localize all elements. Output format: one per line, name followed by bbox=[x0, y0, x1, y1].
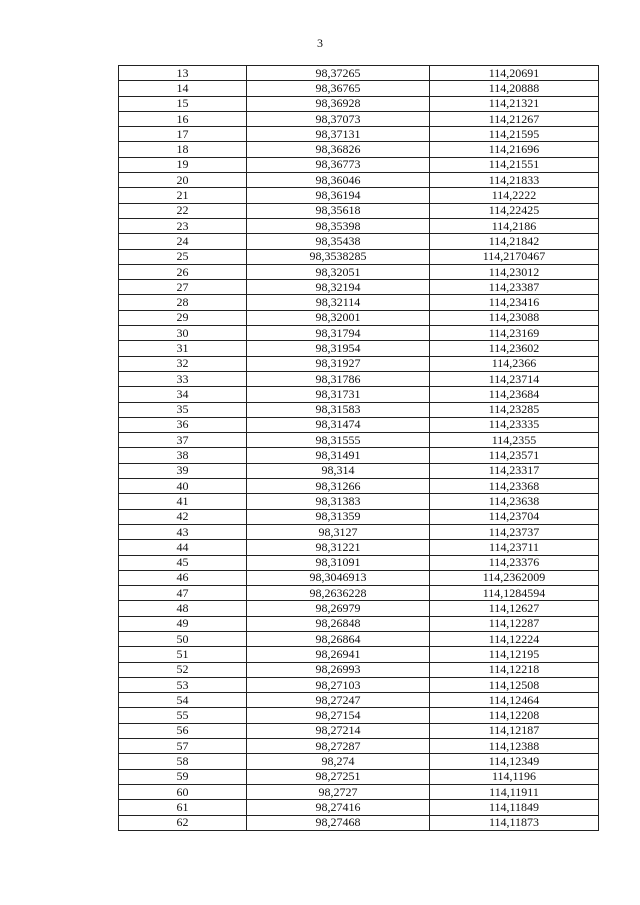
point-number-cell: 41 bbox=[119, 494, 247, 509]
y-coordinate-cell: 114,20691 bbox=[430, 66, 599, 81]
table-row bbox=[119, 402, 599, 417]
y-coordinate-cell: 114,2222 bbox=[430, 188, 599, 203]
table-row bbox=[119, 524, 599, 539]
x-coordinate-cell: 98,36928 bbox=[247, 96, 430, 111]
point-number-cell: 21 bbox=[119, 188, 247, 203]
y-coordinate-cell: 114,2186 bbox=[430, 218, 599, 233]
table-row bbox=[119, 417, 599, 432]
y-coordinate-cell: 114,12287 bbox=[430, 616, 599, 631]
point-number-cell: 16 bbox=[119, 111, 247, 126]
point-number-cell: 14 bbox=[119, 81, 247, 96]
x-coordinate-cell: 98,31786 bbox=[247, 371, 430, 386]
y-coordinate-cell: 114,21551 bbox=[430, 157, 599, 172]
y-coordinate-cell: 114,23571 bbox=[430, 448, 599, 463]
x-coordinate-cell: 98,2636228 bbox=[247, 586, 430, 601]
point-number-cell: 49 bbox=[119, 616, 247, 631]
point-number-cell: 38 bbox=[119, 448, 247, 463]
point-number-cell: 35 bbox=[119, 402, 247, 417]
point-number-cell: 33 bbox=[119, 371, 247, 386]
x-coordinate-cell: 98,27154 bbox=[247, 708, 430, 723]
y-coordinate-cell: 114,23416 bbox=[430, 295, 599, 310]
table-row bbox=[119, 310, 599, 325]
point-number-cell: 44 bbox=[119, 540, 247, 555]
x-coordinate-cell: 98,31794 bbox=[247, 326, 430, 341]
table-row bbox=[119, 616, 599, 631]
point-number-cell: 24 bbox=[119, 234, 247, 249]
table-row bbox=[119, 693, 599, 708]
table-row bbox=[119, 708, 599, 723]
table-row bbox=[119, 157, 599, 172]
point-number-cell: 37 bbox=[119, 433, 247, 448]
y-coordinate-cell: 114,23169 bbox=[430, 326, 599, 341]
x-coordinate-cell: 98,27103 bbox=[247, 677, 430, 692]
y-coordinate-cell: 114,21595 bbox=[430, 127, 599, 142]
point-number-cell: 25 bbox=[119, 249, 247, 264]
y-coordinate-cell: 114,12208 bbox=[430, 708, 599, 723]
x-coordinate-cell: 98,26941 bbox=[247, 647, 430, 662]
y-coordinate-cell: 114,21833 bbox=[430, 173, 599, 188]
table-row bbox=[119, 387, 599, 402]
coordinates-table-body bbox=[119, 66, 599, 831]
x-coordinate-cell: 98,35398 bbox=[247, 218, 430, 233]
table-row bbox=[119, 448, 599, 463]
table-row bbox=[119, 754, 599, 769]
y-coordinate-cell: 114,23714 bbox=[430, 371, 599, 386]
x-coordinate-cell: 98,36773 bbox=[247, 157, 430, 172]
point-number-cell: 19 bbox=[119, 157, 247, 172]
table-row bbox=[119, 800, 599, 815]
table-row bbox=[119, 509, 599, 524]
y-coordinate-cell: 114,12349 bbox=[430, 754, 599, 769]
y-coordinate-cell: 114,21696 bbox=[430, 142, 599, 157]
table-row bbox=[119, 96, 599, 111]
point-number-cell: 36 bbox=[119, 417, 247, 432]
y-coordinate-cell: 114,12627 bbox=[430, 601, 599, 616]
x-coordinate-cell: 98,27247 bbox=[247, 693, 430, 708]
x-coordinate-cell: 98,26864 bbox=[247, 631, 430, 646]
point-number-cell: 28 bbox=[119, 295, 247, 310]
point-number-cell: 22 bbox=[119, 203, 247, 218]
table-row bbox=[119, 234, 599, 249]
x-coordinate-cell: 98,36194 bbox=[247, 188, 430, 203]
point-number-cell: 29 bbox=[119, 310, 247, 325]
y-coordinate-cell: 114,23704 bbox=[430, 509, 599, 524]
point-number-cell: 55 bbox=[119, 708, 247, 723]
point-number-cell: 60 bbox=[119, 784, 247, 799]
x-coordinate-cell: 98,31266 bbox=[247, 479, 430, 494]
x-coordinate-cell: 98,31474 bbox=[247, 417, 430, 432]
x-coordinate-cell: 98,31491 bbox=[247, 448, 430, 463]
table-row bbox=[119, 295, 599, 310]
table-row bbox=[119, 631, 599, 646]
y-coordinate-cell: 114,20888 bbox=[430, 81, 599, 96]
y-coordinate-cell: 114,23012 bbox=[430, 264, 599, 279]
x-coordinate-cell: 98,36765 bbox=[247, 81, 430, 96]
table-row bbox=[119, 356, 599, 371]
y-coordinate-cell: 114,12464 bbox=[430, 693, 599, 708]
table-row bbox=[119, 479, 599, 494]
y-coordinate-cell: 114,12218 bbox=[430, 662, 599, 677]
point-number-cell: 48 bbox=[119, 601, 247, 616]
point-number-cell: 15 bbox=[119, 96, 247, 111]
y-coordinate-cell: 114,12224 bbox=[430, 631, 599, 646]
y-coordinate-cell: 114,23684 bbox=[430, 387, 599, 402]
y-coordinate-cell: 114,2362009 bbox=[430, 570, 599, 585]
y-coordinate-cell: 114,12508 bbox=[430, 677, 599, 692]
y-coordinate-cell: 114,23368 bbox=[430, 479, 599, 494]
table-row bbox=[119, 111, 599, 126]
table-row bbox=[119, 81, 599, 96]
point-number-cell: 17 bbox=[119, 127, 247, 142]
point-number-cell: 27 bbox=[119, 280, 247, 295]
x-coordinate-cell: 98,35618 bbox=[247, 203, 430, 218]
point-number-cell: 20 bbox=[119, 173, 247, 188]
table-row bbox=[119, 249, 599, 264]
x-coordinate-cell: 98,27214 bbox=[247, 723, 430, 738]
table-row bbox=[119, 463, 599, 478]
point-number-cell: 18 bbox=[119, 142, 247, 157]
x-coordinate-cell: 98,37073 bbox=[247, 111, 430, 126]
table-row bbox=[119, 326, 599, 341]
y-coordinate-cell: 114,2170467 bbox=[430, 249, 599, 264]
table-row bbox=[119, 677, 599, 692]
table-row bbox=[119, 647, 599, 662]
point-number-cell: 62 bbox=[119, 815, 247, 830]
point-number-cell: 39 bbox=[119, 463, 247, 478]
x-coordinate-cell: 98,26993 bbox=[247, 662, 430, 677]
table-row bbox=[119, 371, 599, 386]
x-coordinate-cell: 98,37131 bbox=[247, 127, 430, 142]
point-number-cell: 50 bbox=[119, 631, 247, 646]
point-number-cell: 45 bbox=[119, 555, 247, 570]
x-coordinate-cell: 98,3538285 bbox=[247, 249, 430, 264]
y-coordinate-cell: 114,23387 bbox=[430, 280, 599, 295]
y-coordinate-cell: 114,12388 bbox=[430, 739, 599, 754]
point-number-cell: 42 bbox=[119, 509, 247, 524]
point-number-cell: 59 bbox=[119, 769, 247, 784]
y-coordinate-cell: 114,23737 bbox=[430, 524, 599, 539]
page-number: 3 bbox=[317, 36, 323, 50]
point-number-cell: 34 bbox=[119, 387, 247, 402]
x-coordinate-cell: 98,36046 bbox=[247, 173, 430, 188]
x-coordinate-cell: 98,27416 bbox=[247, 800, 430, 815]
x-coordinate-cell: 98,31555 bbox=[247, 433, 430, 448]
point-number-cell: 54 bbox=[119, 693, 247, 708]
y-coordinate-cell: 114,23088 bbox=[430, 310, 599, 325]
y-coordinate-cell: 114,1284594 bbox=[430, 586, 599, 601]
point-number-cell: 46 bbox=[119, 570, 247, 585]
table-row bbox=[119, 586, 599, 601]
y-coordinate-cell: 114,22425 bbox=[430, 203, 599, 218]
y-coordinate-cell: 114,11873 bbox=[430, 815, 599, 830]
point-number-cell: 57 bbox=[119, 739, 247, 754]
point-number-cell: 31 bbox=[119, 341, 247, 356]
y-coordinate-cell: 114,12187 bbox=[430, 723, 599, 738]
point-number-cell: 51 bbox=[119, 647, 247, 662]
x-coordinate-cell: 98,2727 bbox=[247, 784, 430, 799]
x-coordinate-cell: 98,31091 bbox=[247, 555, 430, 570]
point-number-cell: 53 bbox=[119, 677, 247, 692]
table-row bbox=[119, 264, 599, 279]
y-coordinate-cell: 114,21321 bbox=[430, 96, 599, 111]
point-number-cell: 43 bbox=[119, 524, 247, 539]
y-coordinate-cell: 114,2366 bbox=[430, 356, 599, 371]
y-coordinate-cell: 114,21842 bbox=[430, 234, 599, 249]
point-number-cell: 58 bbox=[119, 754, 247, 769]
point-number-cell: 52 bbox=[119, 662, 247, 677]
y-coordinate-cell: 114,23711 bbox=[430, 540, 599, 555]
x-coordinate-cell: 98,36826 bbox=[247, 142, 430, 157]
table-row bbox=[119, 203, 599, 218]
table-row bbox=[119, 188, 599, 203]
table-row bbox=[119, 218, 599, 233]
y-coordinate-cell: 114,2355 bbox=[430, 433, 599, 448]
table-row bbox=[119, 173, 599, 188]
x-coordinate-cell: 98,37265 bbox=[247, 66, 430, 81]
table-row bbox=[119, 739, 599, 754]
y-coordinate-cell: 114,23638 bbox=[430, 494, 599, 509]
x-coordinate-cell: 98,31731 bbox=[247, 387, 430, 402]
y-coordinate-cell: 114,23285 bbox=[430, 402, 599, 417]
x-coordinate-cell: 98,31583 bbox=[247, 402, 430, 417]
point-number-cell: 56 bbox=[119, 723, 247, 738]
x-coordinate-cell: 98,31927 bbox=[247, 356, 430, 371]
table-row bbox=[119, 494, 599, 509]
point-number-cell: 61 bbox=[119, 800, 247, 815]
table-row bbox=[119, 280, 599, 295]
x-coordinate-cell: 98,31221 bbox=[247, 540, 430, 555]
point-number-cell: 32 bbox=[119, 356, 247, 371]
table-row bbox=[119, 815, 599, 830]
x-coordinate-cell: 98,27468 bbox=[247, 815, 430, 830]
table-row bbox=[119, 601, 599, 616]
y-coordinate-cell: 114,23317 bbox=[430, 463, 599, 478]
table-row bbox=[119, 341, 599, 356]
x-coordinate-cell: 98,32114 bbox=[247, 295, 430, 310]
x-coordinate-cell: 98,3046913 bbox=[247, 570, 430, 585]
x-coordinate-cell: 98,32001 bbox=[247, 310, 430, 325]
y-coordinate-cell: 114,23376 bbox=[430, 555, 599, 570]
table-row bbox=[119, 555, 599, 570]
point-number-cell: 30 bbox=[119, 326, 247, 341]
x-coordinate-cell: 98,27287 bbox=[247, 739, 430, 754]
table-row bbox=[119, 723, 599, 738]
x-coordinate-cell: 98,274 bbox=[247, 754, 430, 769]
y-coordinate-cell: 114,11911 bbox=[430, 784, 599, 799]
point-number-cell: 23 bbox=[119, 218, 247, 233]
table-row bbox=[119, 66, 599, 81]
x-coordinate-cell: 98,3127 bbox=[247, 524, 430, 539]
table-row bbox=[119, 662, 599, 677]
x-coordinate-cell: 98,31383 bbox=[247, 494, 430, 509]
table-row bbox=[119, 127, 599, 142]
x-coordinate-cell: 98,31359 bbox=[247, 509, 430, 524]
table-row bbox=[119, 142, 599, 157]
y-coordinate-cell: 114,1196 bbox=[430, 769, 599, 784]
x-coordinate-cell: 98,314 bbox=[247, 463, 430, 478]
x-coordinate-cell: 98,26848 bbox=[247, 616, 430, 631]
x-coordinate-cell: 98,32051 bbox=[247, 264, 430, 279]
table-row bbox=[119, 433, 599, 448]
point-number-cell: 40 bbox=[119, 479, 247, 494]
x-coordinate-cell: 98,31954 bbox=[247, 341, 430, 356]
point-number-cell: 26 bbox=[119, 264, 247, 279]
x-coordinate-cell: 98,35438 bbox=[247, 234, 430, 249]
y-coordinate-cell: 114,21267 bbox=[430, 111, 599, 126]
y-coordinate-cell: 114,23602 bbox=[430, 341, 599, 356]
table-row bbox=[119, 570, 599, 585]
x-coordinate-cell: 98,27251 bbox=[247, 769, 430, 784]
point-number-cell: 13 bbox=[119, 66, 247, 81]
y-coordinate-cell: 114,12195 bbox=[430, 647, 599, 662]
table-row bbox=[119, 540, 599, 555]
y-coordinate-cell: 114,23335 bbox=[430, 417, 599, 432]
table-row bbox=[119, 784, 599, 799]
point-number-cell: 47 bbox=[119, 586, 247, 601]
coordinates-table bbox=[118, 65, 599, 831]
y-coordinate-cell: 114,11849 bbox=[430, 800, 599, 815]
x-coordinate-cell: 98,26979 bbox=[247, 601, 430, 616]
x-coordinate-cell: 98,32194 bbox=[247, 280, 430, 295]
table-row bbox=[119, 769, 599, 784]
